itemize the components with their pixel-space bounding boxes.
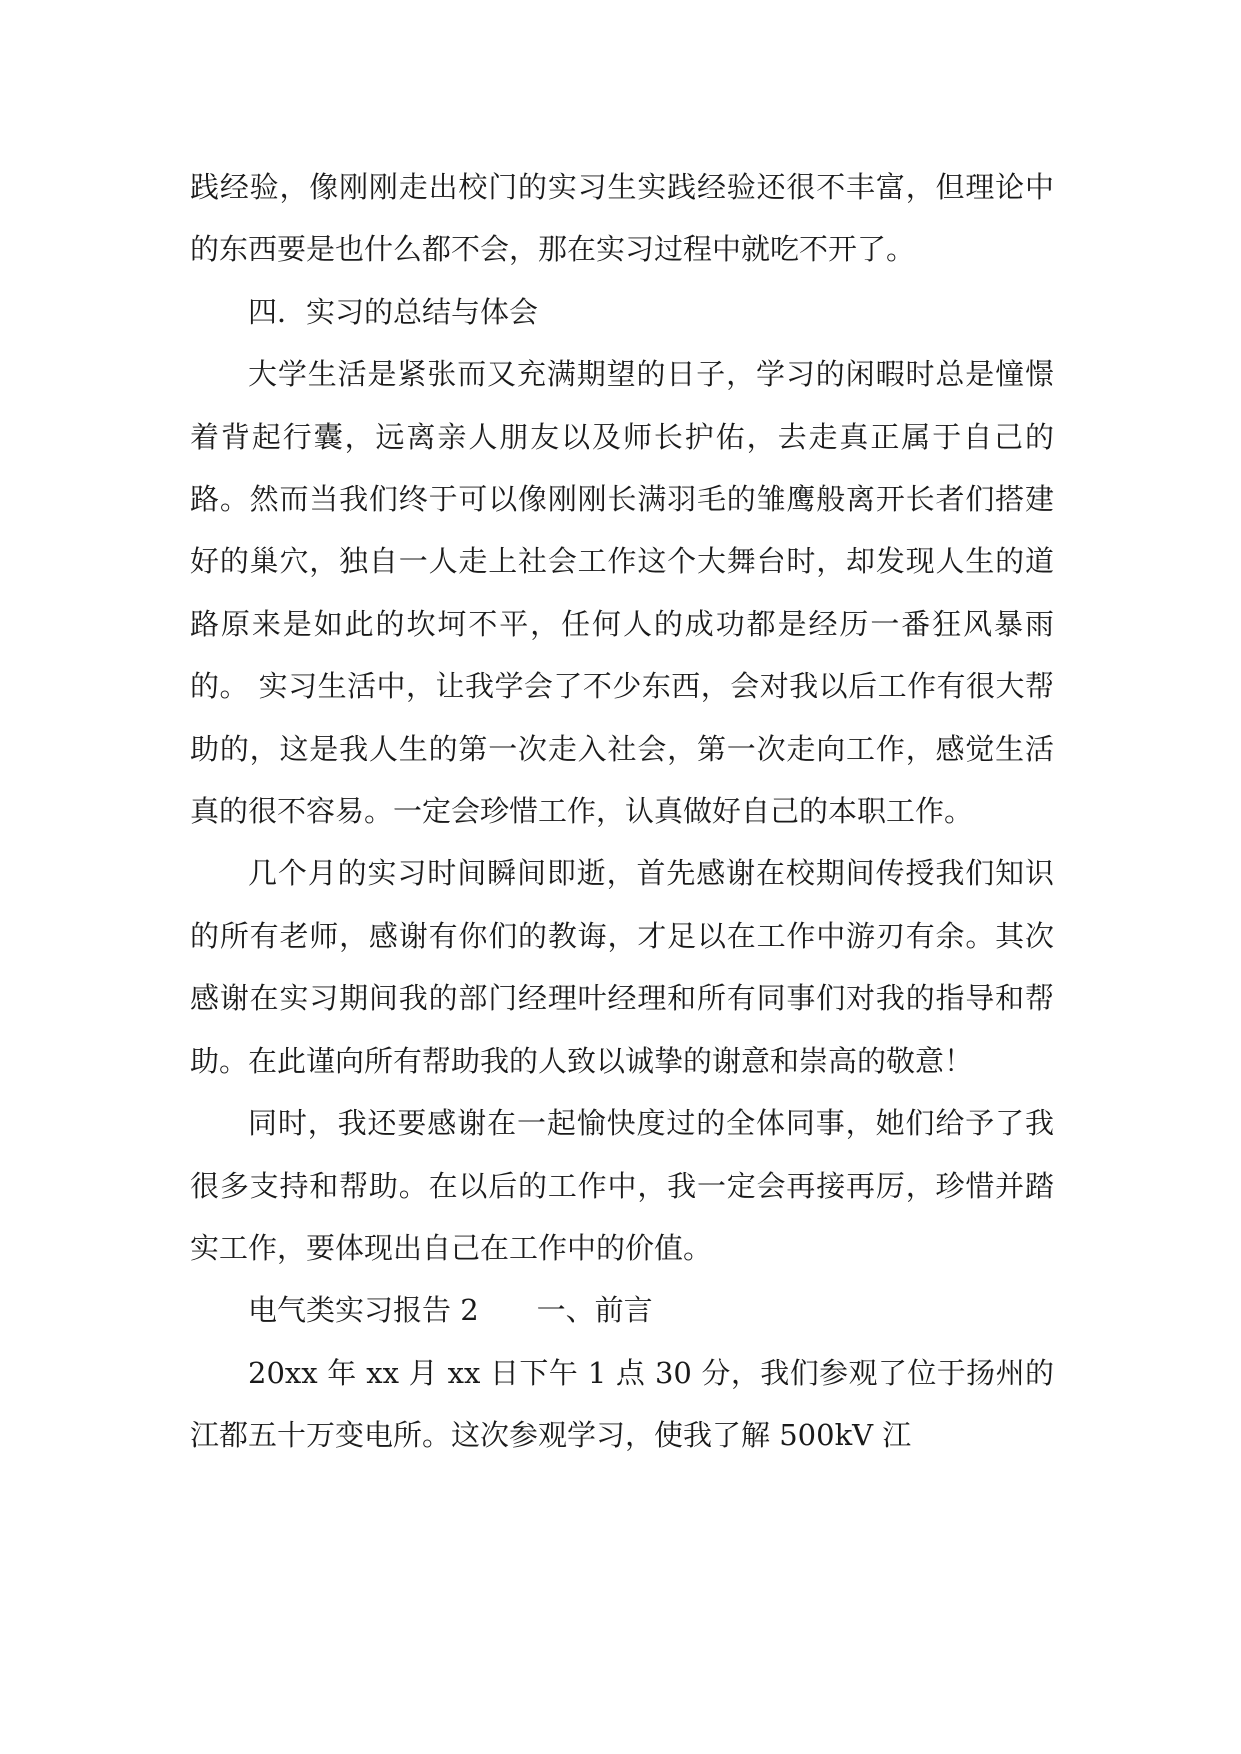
section-heading-summary: 四．实习的总结与体会 bbox=[248, 294, 539, 329]
paragraph-continuation: 践经验，像刚刚走出校门的实习生实践经验还很不丰富，但理论中的东西要是也什么都不会，那在实习过程中就吃不开了。 bbox=[190, 170, 1054, 267]
paragraph-visit-substation: 20xx 年 xx 月 xx 日下午 1 点 30 分，我们参观了位于扬州的江都五十万变电所。这次参观学习，使我了解 500kV 江 bbox=[190, 1355, 1054, 1453]
document-page bbox=[190, 156, 1054, 1467]
paragraph-thanks-teachers: 几个月的实习时间瞬间即逝，首先感谢在校期间传授我们知识的所有老师，感谢有你们的教诲，才足以在工作中游刃有余。其次感谢在实习期间我的部门经理叶经理和所有同事们对我的指导和帮助。在此谨向所有帮助我的人致以诚挚的谢意和崇高的敬意！ bbox=[190, 856, 1054, 1078]
paragraph-thanks-colleagues: 同时，我还要感谢在一起愉快度过的全体同事，她们给予了我很多支持和帮助。在以后的工作中，我一定会再接再厉，珍惜并踏实工作，要体现出自己在工作中的价值。 bbox=[190, 1106, 1054, 1265]
report-title-preface: 电气类实习报告 2 一、前言 bbox=[248, 1293, 653, 1328]
paragraph-college-life: 大学生活是紧张而又充满期望的日子，学习的闲暇时总是憧憬着背起行囊，远离亲人朋友以及师长护佑，去走真正属于自己的路。然而当我们终于可以像刚刚长满羽毛的雏鹰般离开长者们搭建好的巢穴，独自一人走上社会工作这个大舞台时，却发现人生的道路原来是如此的坎坷不平，任何人的成功都是经历一番狂风暴雨的。 实习生活中，让我学会了不少东西，会对我以后工作有很大帮助的，这是我人生的第一次走入社会，第一次走向工作，感觉生活真的很不容易。一定会珍惜工作，认真做好自己的本职工作。 bbox=[190, 357, 1054, 829]
